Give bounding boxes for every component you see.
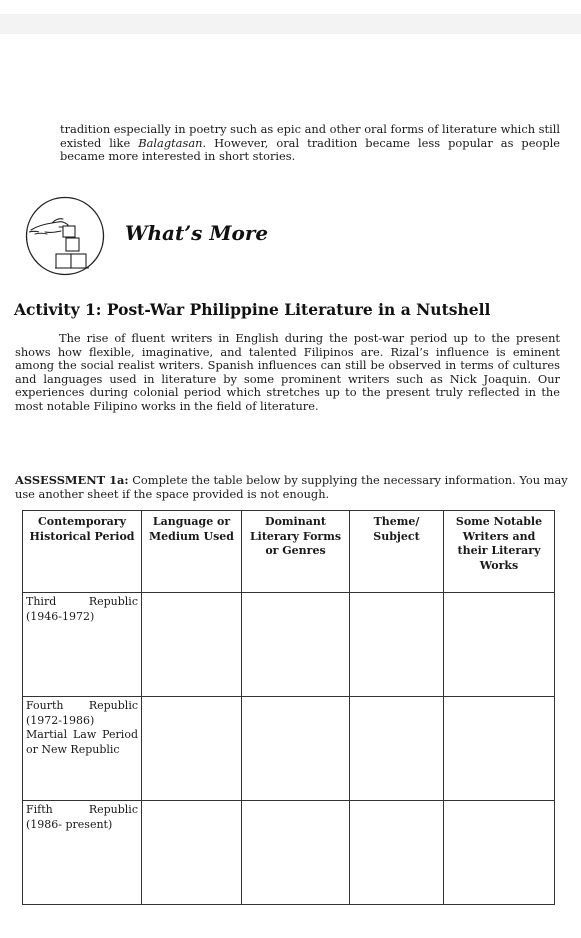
assessment-text: Complete the table below by supplying the necessary information. You may use another sheet if the space provided is not enough. [15,473,568,501]
table-row [23,593,555,697]
assessment-instructions [15,473,575,501]
forms-cell[interactable] [242,593,350,697]
top-bar [0,14,581,34]
intro-text-before: tradition especially in poetry such as epic and other oral forms of literature which still existed like [60,122,561,150]
header-forms: Dominant Literary Forms or Genres [242,511,350,593]
header-theme: Theme/ Subject [350,511,444,593]
writers-cell[interactable] [444,801,555,905]
period-cell: Fourth Republic (1972-1986) Martial Law Period or New Republic [23,697,142,801]
header-period: Contemporary Historical Period [23,511,142,593]
intro-italic-term: Balagtasan [138,135,203,150]
theme-cell[interactable] [350,801,444,905]
header-language: Language or Medium Used [142,511,242,593]
forms-cell[interactable] [242,801,350,905]
table-row [23,801,555,905]
language-cell[interactable] [142,801,242,905]
table-row [23,697,555,801]
language-cell[interactable] [142,697,242,801]
assessment-label: ASSESSMENT 1a: [15,473,129,487]
intro-paragraph [60,123,560,164]
theme-cell[interactable] [350,593,444,697]
period-cell: Fifth Republic (1986- present) [23,801,142,905]
hand-stacking-blocks-icon [25,196,105,276]
assessment-table [22,510,555,905]
theme-cell[interactable] [350,697,444,801]
writers-cell[interactable] [444,697,555,801]
intro-text-after: . However, oral tradition became less popular as people became more interested in short stories. [60,135,561,164]
writers-cell[interactable] [444,593,555,697]
activity-title: Activity 1: Post-War Philippine Literature in a Nutshell [14,300,491,319]
table-header-row [23,511,555,593]
forms-cell[interactable] [242,697,350,801]
period-cell: Third Republic (1946-1972) [23,593,142,697]
section-title: What’s More [125,221,269,245]
activity-body: The rise of fluent writers in English during the post-war period up to the present shows how flexible, imaginative, and talented Filipinos are. Rizal’s influence is eminent among the social realist writers. Spanish influences can still be observed in terms of cultures and languages used in literature by some prominent writers such as Nick Joaquin. Our experiences during colonial period which stretches up to the present truly reflected in the most notable Filipino works in the field of literature. [15,331,560,413]
header-writers: Some Notable Writers and their Literary Works [444,511,555,593]
language-cell[interactable] [142,593,242,697]
